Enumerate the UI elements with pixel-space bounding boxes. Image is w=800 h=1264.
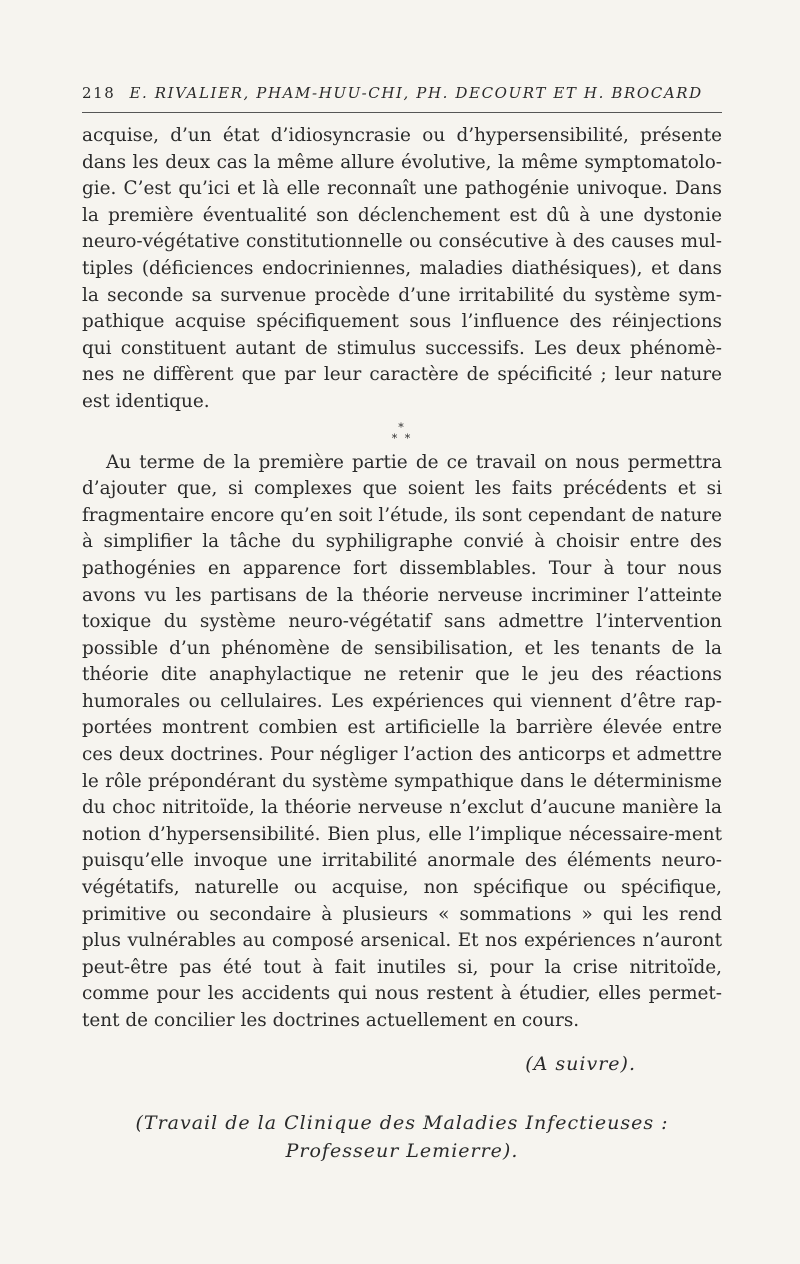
page — [82, 84, 722, 1165]
credit-line-1: (Travail de la Clinique des Maladies Infectieuses : — [135, 1111, 669, 1134]
section-asterism — [82, 422, 722, 444]
asterism-top: * — [398, 420, 406, 434]
asterism-bottom: * * — [391, 431, 413, 445]
credit-line-2: Professeur Lemierre). — [285, 1139, 519, 1162]
institution-credit — [82, 1109, 722, 1165]
running-header — [82, 84, 722, 113]
paragraph-conclusion: Au terme de la première partie de ce travail on nous permettra d’ajouter que, si complexes que soient les faits précédents et si fragmentaire encore qu’en soit l’étude, ils sont cependant de nature à simplifier la tâche du syphiligraphe convié à choisir entre des pathogénies en apparence fort dissemblables. Tour à tour nous avons vu les partisans de la théorie nerveuse incriminer l’atteinte toxique du système neuro-végétatif sans admettre l’intervention possible d’un phénomène de sensibilisation, et les tenants de la théorie dite anaphylactique ne retenir que le jeu des réactions humorales ou cellulaires. Les expériences qui viennent d’être rap-portées montrent combien est artificielle la barrière élevée entre ces deux doctrines. Pour négliger l’action des anticorps et admettre le rôle prépondérant du système sympathique dans le déterminisme du choc nitritoïde, la théorie nerveuse n’exclut d’aucune manière la notion d’hypersensibilité. Bien plus, elle l’implique nécessaire-ment puisqu’elle invoque une irritabilité anormale des éléments neuro-végétatifs, naturelle ou acquise, non spécifique ou spécifique, primitive ou secondaire à plusieurs « sommations » qui les rend plus vulnérables au composé arsenical. Et nos expériences n’auront peut-être pas été tout à fait inutiles si, pour la crise nitritoïde, comme pour les accidents qui nous restent à étudier, elles permet-tent de concilier les doctrines actuellement en cours. — [82, 451, 722, 1031]
page-number: 218 — [82, 84, 116, 102]
paragraph-continuation: acquise, d’un état d’idiosyncrasie ou d’hypersensibilité, présente dans les deux cas la même allure évolutive, la même symptomatolo-gie. C’est qu’ici et là elle reconnaît une pathogénie univoque. Dans la première éventualité son déclenchement est dû à une dystonie neuro-végétative constitutionnelle ou consécutive à des causes mul-tiples (déficiences endocriniennes, maladies diathésiques), et dans la seconde sa survenue procède d’une irritabilité du système sym-pathique acquise spécifiquement sous l’influence des réinjections qui constituent autant de stimulus successifs. Les deux phénomè-nes ne diffèrent que par leur caractère de spécificité ; leur nature est identique. — [82, 125, 722, 412]
running-header-authors: E. RIVALIER, PHAM-HUU-CHI, PH. DECOURT ET H. BROCARD — [129, 84, 703, 102]
to-be-continued: (A suivre). — [525, 1052, 636, 1075]
